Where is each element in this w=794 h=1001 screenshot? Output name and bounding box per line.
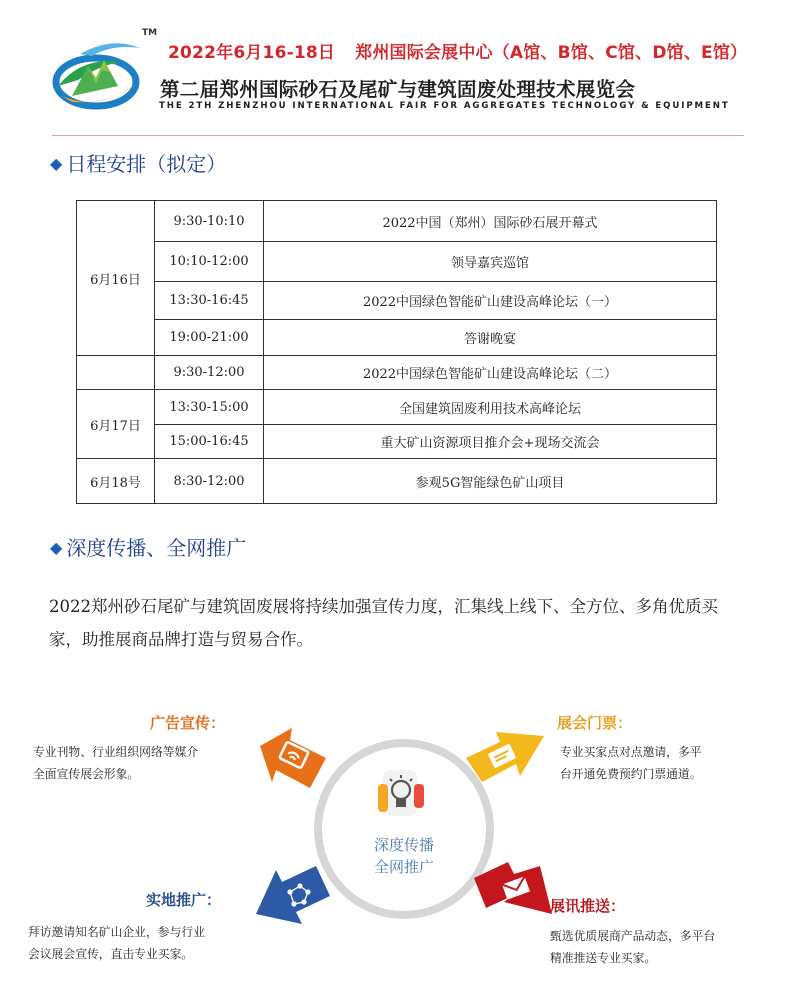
table-row [77,459,717,504]
event-cell: 参观5G智能绿色矿山项目 [264,459,717,504]
time-cell: 9:30-12:00 [155,356,264,390]
advertising-body-line1: 专业刊物、行业组织网络等媒介 [33,745,199,759]
onsite-body [28,921,205,965]
onsite-body-line1: 拜访邀请知名矿山企业，参与行业 [28,925,205,939]
diamond-bullet-icon: ◆ [50,154,63,173]
schedule-table [76,200,717,504]
time-cell: 19:00-21:00 [155,320,264,356]
center-label [340,834,468,878]
schedule-heading [50,148,226,177]
event-cell: 答谢晚宴 [264,320,717,356]
time-cell: 13:30-15:00 [155,390,264,425]
time-cell: 8:30-12:00 [155,459,264,504]
advertising-body-line2: 全面宣传展会形象。 [33,767,140,781]
push-body [550,925,715,969]
table-row [77,425,717,459]
table-row [77,356,717,390]
center-label-line1: 深度传播 [373,836,434,854]
day-cell [77,356,155,390]
time-cell: 9:30-10:10 [155,201,264,242]
time-cell: 10:10-12:00 [155,242,264,282]
advertising-title: 广告宣传： [150,714,226,732]
promotion-heading-text: 深度传播、全网推广 [66,536,247,560]
advertising-body [33,741,198,785]
header-date-location [168,38,747,63]
event-cell: 2022中国绿色智能矿山建设高峰论坛（二） [264,356,717,390]
event-cell: 领导嘉宾巡馆 [264,242,717,282]
bulb-icon [370,768,432,818]
table-row [77,242,717,282]
day-cell: 6月16日 [77,201,155,356]
header-date: 2022年6月16-18日 [168,43,336,63]
advertising-arrow-icon [248,712,358,822]
table-row [77,390,717,425]
diamond-bullet-icon: ◆ [50,538,63,557]
logo-icon [52,26,148,120]
push-body-line2: 精准推送专业买家。 [550,951,657,965]
push-body-line1: 甄选优质展商产品动态，多平台 [550,929,716,943]
onsite-arrow-icon [246,836,356,946]
table-row [77,320,717,356]
header-location: 郑州国际会展中心（A馆、B馆、C馆、D馆、E馆） [355,43,748,63]
day-cell: 6月18号 [77,459,155,504]
table-row [77,282,717,320]
header-english-title: THE 2TH ZHENZHOU INTERNATIONAL FAIR FOR AGGREGATES TECHNOLOGY & EQUIPMENT [159,101,730,111]
time-cell: 13:30-16:45 [155,282,264,320]
event-cell: 2022中国绿色智能矿山建设高峰论坛（一） [264,282,717,320]
header-divider [52,135,744,136]
tickets-arrow-icon [456,706,566,816]
center-label-line2: 全网推广 [373,858,434,876]
tickets-body-line1: 专业买家点对点邀请，多平 [560,745,702,759]
header-title: 第二届郑州国际砂石及尾矿与建筑固废处理技术展览会 [160,78,636,101]
day-cell: 6月17日 [77,390,155,459]
table-row [77,201,717,242]
tickets-body-line2: 台开通免费预约门票通道。 [560,767,702,781]
event-cell: 重大矿山资源项目推介会+现场交流会 [264,425,717,459]
onsite-title: 实地推广： [146,891,222,909]
onsite-body-line2: 会议展会宣传，直击专业买家。 [28,947,194,961]
promotion-paragraph: 2022郑州砂石尾矿与建筑固废展将持续加强宣传力度，汇集线上线下、全方位、多角优质买家，助推展商品牌打造与贸易合作。 [49,597,718,649]
event-cell: 2022中国（郑州）国际砂石展开幕式 [264,201,717,242]
trademark-mark: TM [142,28,158,38]
time-cell: 15:00-16:45 [155,425,264,459]
promotion-heading [50,532,246,561]
schedule-heading-text: 日程安排（拟定） [66,152,227,176]
event-cell: 全国建筑固废利用技术高峰论坛 [264,390,717,425]
push-title: 展讯推送： [550,897,626,915]
tickets-title: 展会门票： [557,714,633,732]
tickets-body [560,741,702,785]
